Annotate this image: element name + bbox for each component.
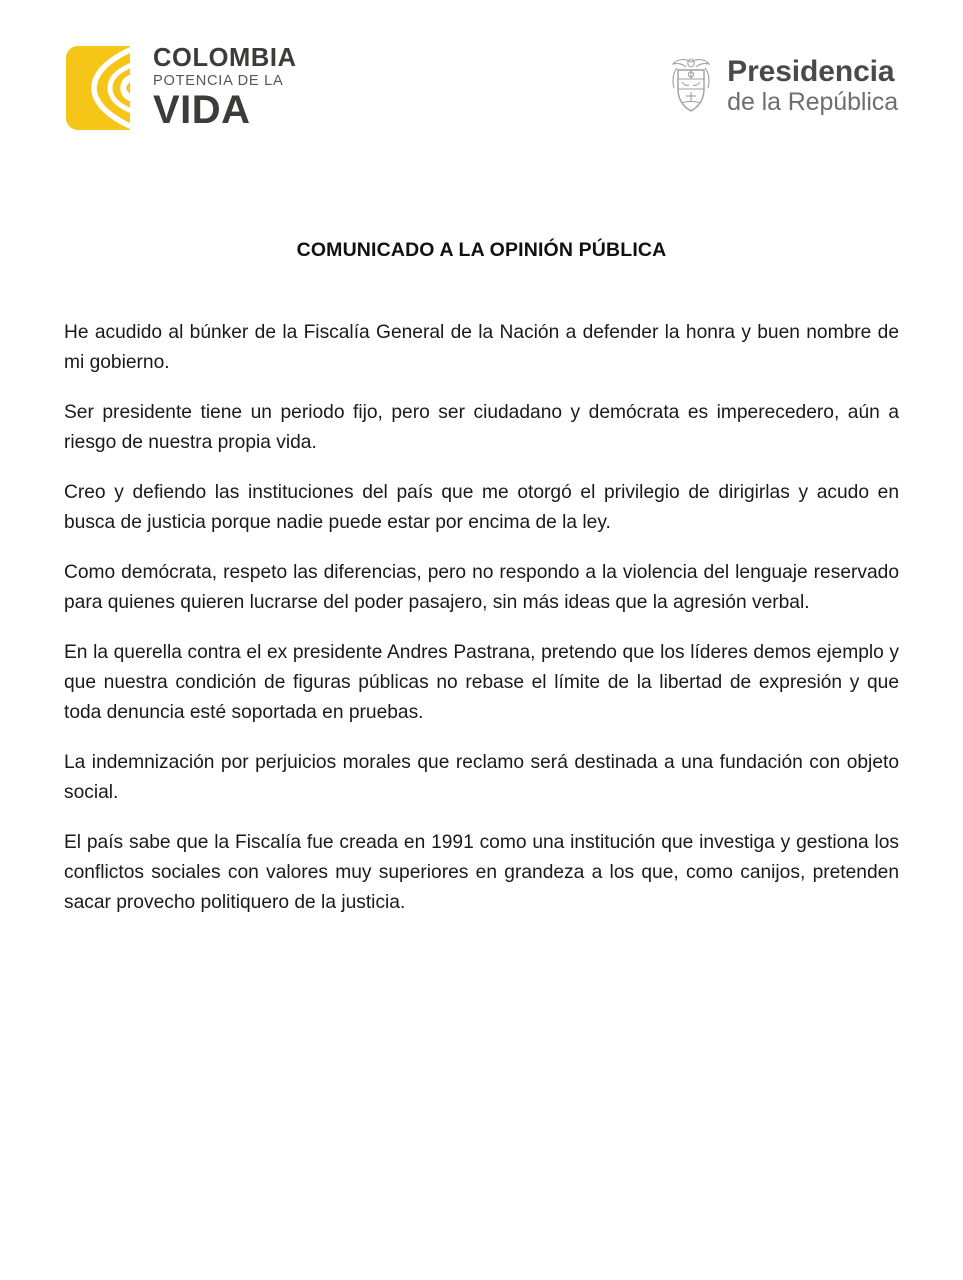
document-paragraph: Creo y defiendo las instituciones del país que me otorgó el privilegio de dirigirlas y acudo en busca de justicia porque nadie puede estar por encima de la ley. — [64, 482, 899, 533]
colombia-coat-of-arms-icon — [668, 55, 714, 117]
gov-logo-line-vida: VIDA — [153, 88, 251, 133]
document-paragraph: La indemnización por perjuicios morales que reclamo será destinada a una fundación con objeto social. — [64, 752, 899, 803]
gov-logo-line-potencia: POTENCIA DE LA — [153, 73, 284, 90]
document-header — [0, 0, 963, 165]
document-paragraph: He acudido al búnker de la Fiscalía General de la Nación a defender la honra y buen nombre de mi gobierno. — [64, 322, 899, 373]
document-paragraph: En la querella contra el ex presidente Andres Pastrana, pretendo que los líderes demos ejemplo y que nuestra condición de figuras públicas no rebase el límite de la libertad de expresión y que toda denuncia esté soportada en pruebas. — [64, 642, 899, 723]
presidencia-subtitle: de la República — [727, 87, 898, 116]
presidencia-wordmark — [727, 54, 898, 116]
colombia-potencia-de-la-vida-mark — [64, 44, 142, 132]
presidencia-title: Presidencia — [727, 54, 895, 88]
document-paragraph: Como demócrata, respeto las diferencias, pero no respondo a la violencia del lenguaje reservado para quienes quieren lucrarse del poder pasajero, sin más ideas que la agresión verbal. — [64, 562, 899, 613]
document-paragraph: Ser presidente tiene un periodo fijo, pero ser ciudadano y demócrata es imperecedero, aún a riesgo de nuestra propia vida. — [64, 402, 899, 453]
document-body — [64, 318, 899, 918]
colombia-government-logo — [64, 44, 297, 132]
document-paragraph: El país sabe que la Fiscalía fue creada en 1991 como una institución que investiga y gestiona los conflictos sociales con valores muy superiores en grandeza a los que, como canijos, pretenden sacar provecho politiquero de la justicia. — [64, 832, 899, 913]
gov-logo-wordmark — [153, 43, 297, 133]
presidencia-logo — [668, 55, 898, 117]
gov-logo-line-colombia: COLOMBIA — [153, 43, 297, 72]
document-title: COMUNICADO A LA OPINIÓN PÚBLICA — [296, 239, 667, 262]
